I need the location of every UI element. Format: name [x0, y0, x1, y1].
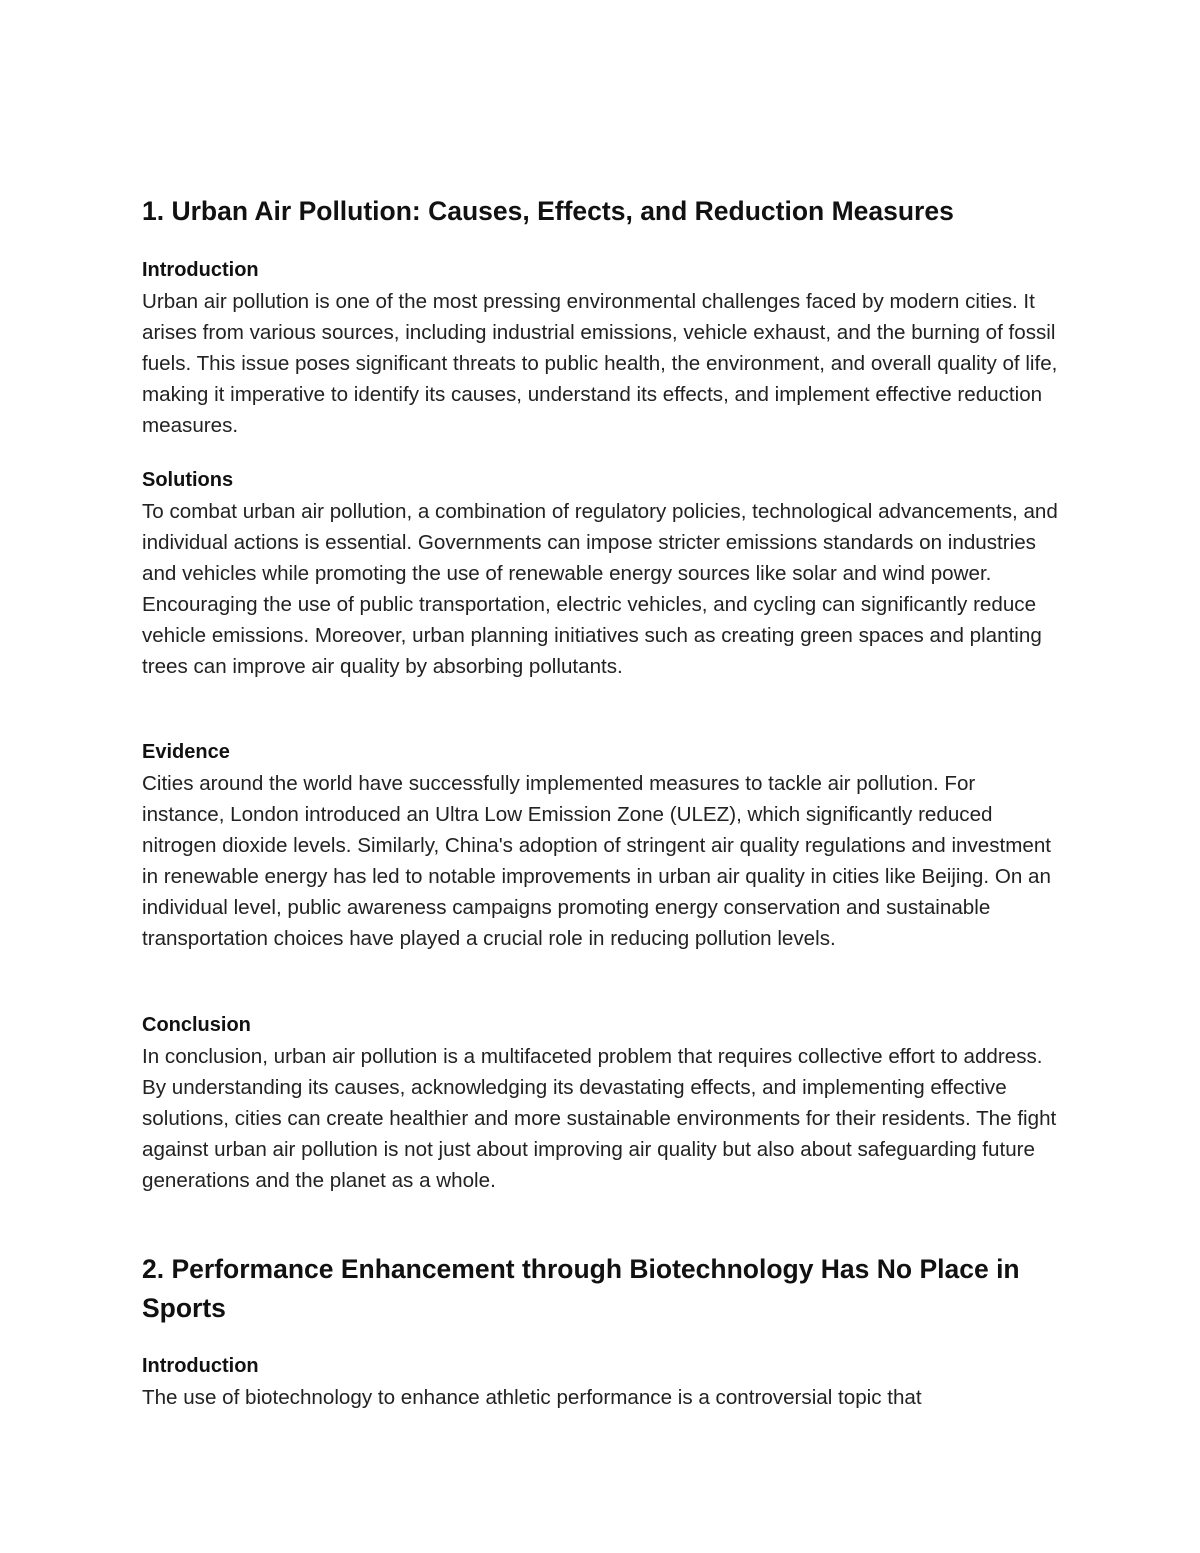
solutions-section — [142, 465, 1062, 682]
section-paragraph: Cities around the world have successfully implemented measures to tackle air pollution. For instance, London introduced an Ultra Low Emission Zone (ULEZ), which significantly reduced nitrogen dioxide levels. Similarly, China's adoption of stringent air quality regulations and investment in renewable energy has led to notable improvements in urban air quality in cities like Beijing. On an individual level, public awareness campaigns promoting energy conservation and sustainable transportation choices have played a crucial role in reducing pollution levels. — [142, 772, 1052, 950]
section-heading: Solutions — [142, 469, 234, 491]
essay-title: 2. Performance Enhancement through Biotechnology Has No Place in Sports — [142, 1254, 1020, 1323]
introduction-section — [142, 255, 1062, 441]
section-paragraph: The use of biotechnology to enhance athletic performance is a controversial topic that — [142, 1386, 922, 1409]
section-paragraph: To combat urban air pollution, a combination of regulatory policies, technological advancements, and individual actions is essential. Governments can impose stricter emissions standards on industries and vehicles while promoting the use of renewable energy sources like solar and wind power. Encouraging the use of public transportation, electric vehicles, and cycling can significantly reduce vehicle emissions. Moreover, urban planning initiatives such as creating green spaces and planting trees can improve air quality by absorbing pollutants. — [142, 500, 1058, 678]
section-paragraph: Urban air pollution is one of the most pressing environmental challenges faced by modern cities. It arises from various sources, including industrial emissions, vehicle exhaust, and the burning of fossil fuels. This issue poses significant threats to public health, the environment, and overall quality of life, making it imperative to identify its causes, understand its effects, and implement effective reduction measures. — [142, 290, 1058, 437]
introduction-section — [142, 1351, 1062, 1413]
section-heading: Introduction — [142, 259, 259, 281]
section-heading: Evidence — [142, 741, 230, 763]
section-heading: Introduction — [142, 1355, 259, 1377]
evidence-section — [142, 737, 1062, 954]
essay-title: 1. Urban Air Pollution: Causes, Effects, and Reduction Measures — [142, 196, 954, 226]
section-paragraph: In conclusion, urban air pollution is a multifaceted problem that requires collective effort to address. By understanding its causes, acknowledging its devastating effects, and implementing effective solutions, cities can create healthier and more sustainable environments for their residents. The fight against urban air pollution is not just about improving air quality but also about safeguarding future generations and the planet as a whole. — [142, 1045, 1057, 1192]
conclusion-section — [142, 1010, 1062, 1196]
section-heading: Conclusion — [142, 1014, 251, 1036]
